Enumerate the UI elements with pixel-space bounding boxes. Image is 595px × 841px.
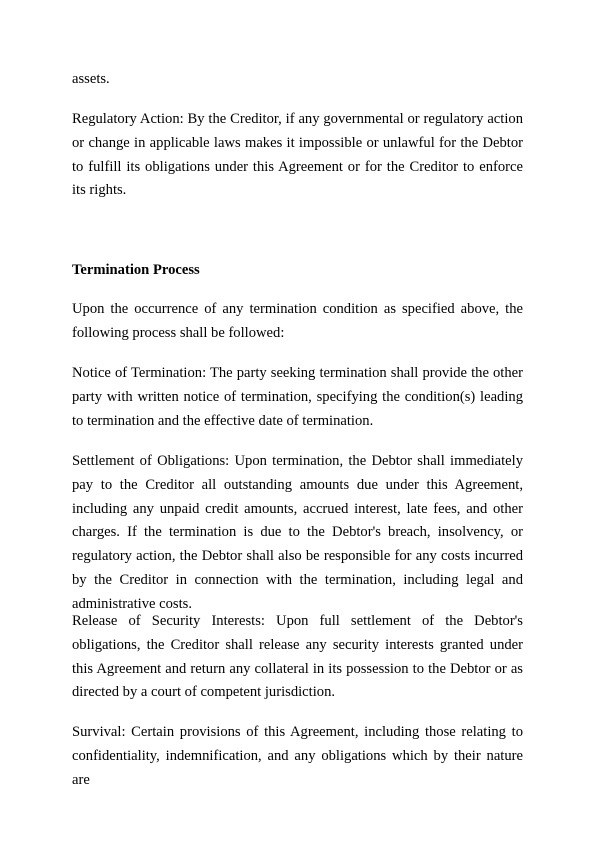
paragraph-survival: Survival: Certain provisions of this Agreement, including those relating to confidentiality, indemnification, and any obligations which by their nature are (72, 724, 523, 788)
paragraph-upon-occurrence: Upon the occurrence of any termination condition as specified above, the following process shall be followed: (72, 301, 523, 341)
paragraph-regulatory-action: Regulatory Action: By the Creditor, if any governmental or regulatory action or change in applicable laws makes it impossible or unlawful for the Debtor to fulfill its obligations under this Agreement or for the Creditor to enforce its rights. (72, 111, 523, 199)
paragraph-assets: assets. (72, 71, 110, 87)
paragraph-release-of-security-interests: Release of Security Interests: Upon full settlement of the Debtor's obligations, the Creditor shall release any security interests granted under this Agreement and return any collateral in its possession to the Debtor or as directed by a court of competent jurisdiction. (72, 613, 523, 701)
paragraph-notice-of-termination: Notice of Termination: The party seeking termination shall provide the other party with written notice of termination, specifying the condition(s) leading to termination and the effective date of termination. (72, 365, 523, 429)
section-heading-termination-process: Termination Process (72, 262, 200, 278)
paragraph-settlement-of-obligations: Settlement of Obligations: Upon termination, the Debtor shall immediately pay to the Creditor all outstanding amounts due under this Agreement, including any unpaid credit amounts, accrued interest, late fees, and other charges. If the termination is due to the Debtor's breach, insolvency, or regulatory action, the Debtor shall also be responsible for any costs incurred by the Creditor in connection with the termination, including legal and administrative costs. (72, 453, 523, 612)
